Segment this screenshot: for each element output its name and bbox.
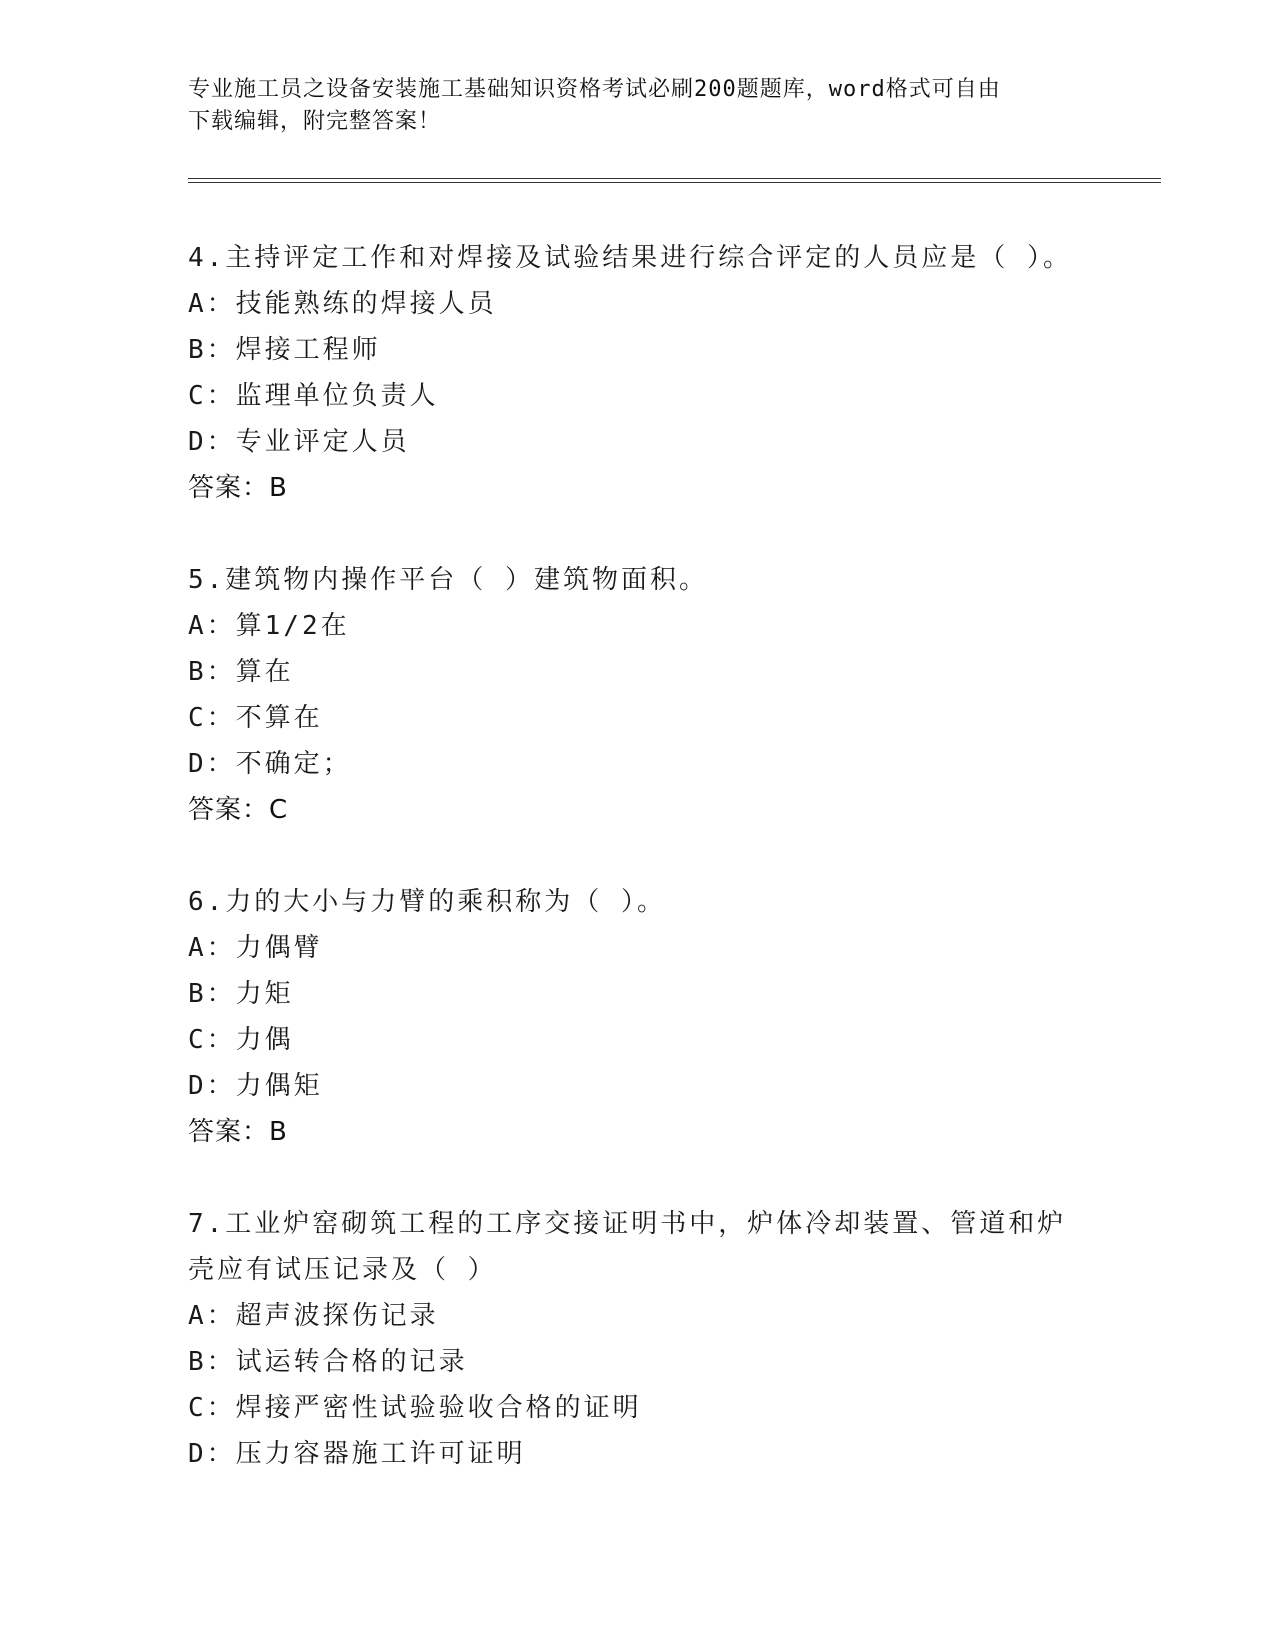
option-b: B：力矩 bbox=[188, 979, 294, 1009]
option-c: C：监理单位负责人 bbox=[188, 381, 439, 411]
option-a: A：力偶臂 bbox=[188, 933, 323, 963]
header-line-1: 专业施工员之设备安装施工基础知识资格考试必刷200题题库，word格式可自由 bbox=[188, 77, 1001, 102]
question-stem: 4.主持评定工作和对焊接及试验结果进行综合评定的人员应是（ ）。 bbox=[188, 243, 1072, 273]
option-c: C：焊接严密性试验验收合格的证明 bbox=[188, 1393, 642, 1423]
option-c: C：力偶 bbox=[188, 1025, 294, 1055]
question-5 bbox=[188, 557, 1088, 833]
option-c: C：不算在 bbox=[188, 703, 323, 733]
question-4 bbox=[188, 235, 1088, 511]
question-stem: 5.建筑物内操作平台（ ）建筑物面积。 bbox=[188, 565, 708, 595]
question-6 bbox=[188, 879, 1088, 1155]
question-list bbox=[188, 235, 1088, 1523]
option-b: B：焊接工程师 bbox=[188, 335, 381, 365]
option-b: B：算在 bbox=[188, 657, 294, 687]
answer: 答案：B bbox=[188, 473, 288, 503]
option-d: D：力偶矩 bbox=[188, 1071, 323, 1101]
option-d: D：专业评定人员 bbox=[188, 427, 410, 457]
option-d: D：压力容器施工许可证明 bbox=[188, 1439, 526, 1469]
option-d: D：不确定； bbox=[188, 749, 352, 779]
option-a: A：技能熟练的焊接人员 bbox=[188, 289, 497, 319]
document-header bbox=[188, 74, 1088, 138]
header-line-2: 下载编辑，附完整答案！ bbox=[188, 109, 442, 134]
option-a: A：算1/2在 bbox=[188, 611, 350, 641]
header-divider bbox=[188, 178, 1161, 183]
answer: 答案：C bbox=[188, 795, 289, 825]
question-stem: 6.力的大小与力臂的乘积称为（ ）。 bbox=[188, 887, 666, 917]
option-b: B：试运转合格的记录 bbox=[188, 1347, 468, 1377]
question-7 bbox=[188, 1201, 1088, 1477]
question-stem: 7.工业炉窑砌筑工程的工序交接证明书中，炉体冷却装置、管道和炉壳应有试压记录及（ ） bbox=[188, 1209, 1067, 1285]
answer: 答案：B bbox=[188, 1117, 288, 1147]
option-a: A：超声波探伤记录 bbox=[188, 1301, 439, 1331]
